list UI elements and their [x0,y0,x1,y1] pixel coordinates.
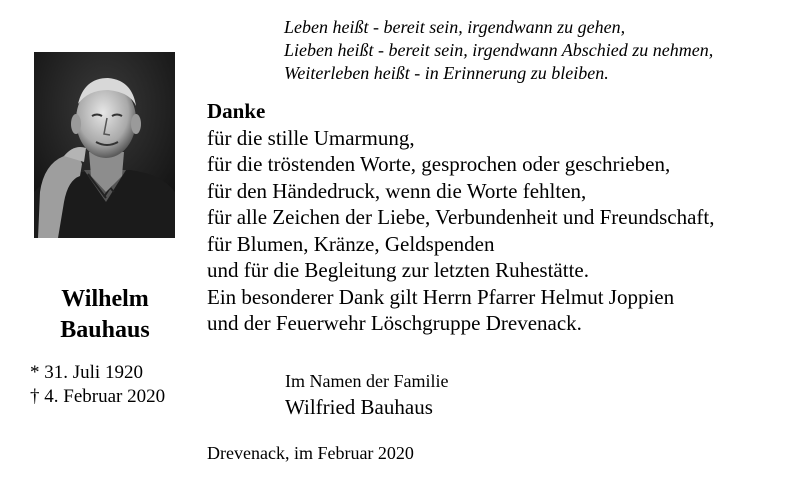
family-signer: Wilfried Bauhaus [285,395,433,419]
place-and-date: Drevenack, im Februar 2020 [207,443,414,463]
birth-date: * 31. Juli 1920 [30,362,143,383]
thanks-line: für die tröstenden Worte, gesprochen oder geschrieben, [207,152,671,176]
deceased-first-name: Wilhelm [61,286,149,312]
portrait-photo [34,52,175,238]
life-dates [30,361,165,409]
thanks-section [207,98,715,337]
family-signature [285,369,448,421]
thanks-line: für den Händedruck, wenn die Worte fehlten, [207,178,587,203]
thanks-heading: Danke [207,99,266,123]
thanks-line: und für die Begleitung zur letzten Ruhestätte. [207,258,589,282]
deceased-name [0,284,210,346]
death-date: † 4. Februar 2020 [30,386,166,407]
family-intro: Im Namen der Familie [285,371,449,391]
thanks-line: Ein besonderer Dank gilt Herrn Pfarrer Helmut Joppien [207,284,675,309]
poem-line: Leben heißt - bereit sein, irgendwann zu gehen, [284,17,626,37]
thanks-line: für alle Zeichen der Liebe, Verbundenheit und Freundschaft, [207,205,715,229]
poem-line: Weiterleben heißt - in Erinnerung zu bleiben. [284,63,609,83]
thanks-line: für die stille Umarmung, [207,125,415,150]
thanks-line: und der Feuerwehr Löschgruppe Drevenack. [207,311,582,335]
poem-line: Lieben heißt - bereit sein, irgendwann Abschied zu nehmen, [284,40,714,60]
thanks-line: für Blumen, Kränze, Geldspenden [207,231,495,256]
deceased-last-name: Bauhaus [60,317,150,343]
poem-verse [284,16,713,85]
